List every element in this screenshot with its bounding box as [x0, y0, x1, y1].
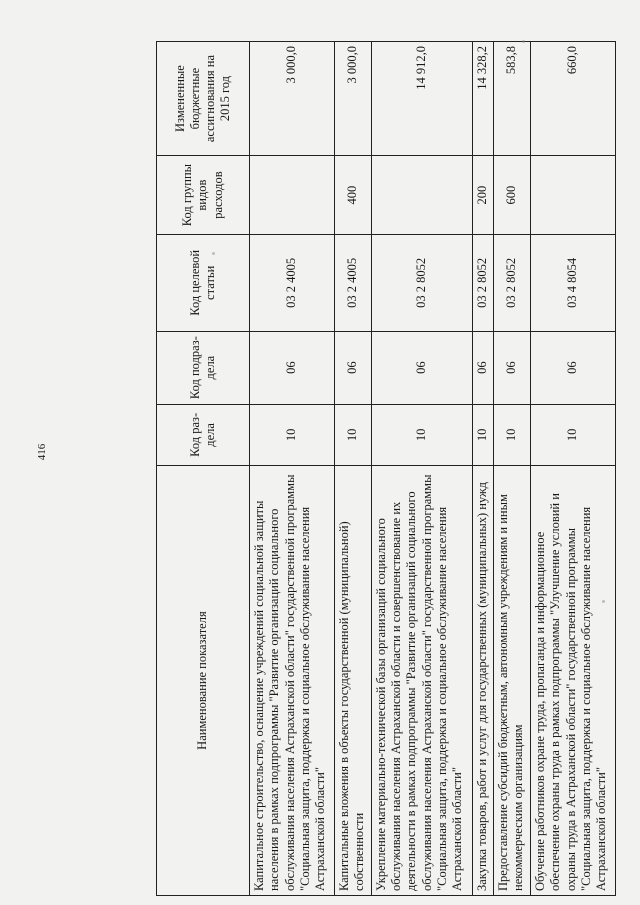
- row-target: 03 2 4005: [250, 235, 335, 332]
- table-row: [250, 42, 335, 896]
- row-section: 10: [334, 404, 371, 465]
- row-section: 10: [531, 404, 616, 465]
- header-subsection: Код подраз-дела: [157, 331, 250, 404]
- row-amount: 583,8: [493, 42, 530, 156]
- row-target: 03 2 8052: [472, 235, 493, 332]
- header-amount: Измененные бюджетные ассигнования на 2015 год: [157, 42, 250, 156]
- row-subsection: 06: [472, 331, 493, 404]
- header-expense-group: Код группы видов расходов: [157, 156, 250, 235]
- table-row: [472, 42, 493, 896]
- row-name: Предоставление субсидий бюджетным, автономным учреждениям и иным некоммерческим организациям: [493, 466, 530, 896]
- table-row: [531, 42, 616, 896]
- row-subsection: 06: [493, 331, 530, 404]
- scan-speck: [212, 252, 215, 255]
- row-section: 10: [493, 404, 530, 465]
- table-row: [493, 42, 530, 896]
- row-name: Капитальные вложения в объекты государственной (муниципальной) собственности: [334, 466, 371, 896]
- row-amount: 14 328,2: [472, 42, 493, 156]
- page-number: 416: [36, 443, 48, 461]
- table-row: [371, 42, 472, 896]
- row-target: 03 4 8054: [531, 235, 616, 332]
- row-amount: 3 000,0: [334, 42, 371, 156]
- row-subsection: 06: [531, 331, 616, 404]
- row-group: [531, 156, 616, 235]
- row-section: 10: [371, 404, 472, 465]
- row-subsection: 06: [371, 331, 472, 404]
- header-section: Код раз-дела: [157, 404, 250, 465]
- row-target: 03 2 8052: [371, 235, 472, 332]
- row-section: 10: [250, 404, 335, 465]
- scan-speck: [522, 40, 525, 43]
- row-subsection: 06: [250, 331, 335, 404]
- row-target: 03 2 4005: [334, 235, 371, 332]
- row-group: [371, 156, 472, 235]
- budget-table-container: [156, 41, 616, 896]
- row-name: Обучение работников охране труда, пропаганда и информационное обеспечение охраны труда в рамках подпрограммы "Улучшение условий и охраны труда в Астраханской области" государственной программы "Социальная защита, поддержка и социальное обслуживание населения Астраханской области": [531, 466, 616, 896]
- row-amount: 660,0: [531, 42, 616, 156]
- row-group: 600: [493, 156, 530, 235]
- row-name: Укрепление материально-технической базы организаций социального обслуживания населения Астраханской области и совершенствование их деятельности в рамках подпрограммы "Развитие организаций социального обслуживания населения Астраханской области" государственной программы "Социальная защита, поддержка и социальное обслуживание населения Астраханской области": [371, 466, 472, 896]
- header-name: Наименование показателя: [157, 466, 250, 896]
- table-row: [334, 42, 371, 896]
- budget-table: [156, 41, 616, 896]
- row-group: 400: [334, 156, 371, 235]
- row-name: Капитальное строительство, оснащение учреждений социальной защиты населения в рамках подпрограммы "Развитие организаций социального обслуживания населения Астраханской области" государственной программы "Социальная защита, поддержка и социальное обслуживание населения Астраханской области": [250, 466, 335, 896]
- row-section: 10: [472, 404, 493, 465]
- header-target-article: Код целевой статьи: [157, 235, 250, 332]
- row-name: Закупка товаров, работ и услуг для государственных (муниципальных) нужд: [472, 466, 493, 896]
- row-target: 03 2 8052: [493, 235, 530, 332]
- row-group: 200: [472, 156, 493, 235]
- row-group: [250, 156, 335, 235]
- row-subsection: 06: [334, 331, 371, 404]
- row-amount: 14 912,0: [371, 42, 472, 156]
- row-amount: 3 000,0: [250, 42, 335, 156]
- scan-speck: [602, 600, 605, 603]
- table-header-row: [157, 42, 250, 896]
